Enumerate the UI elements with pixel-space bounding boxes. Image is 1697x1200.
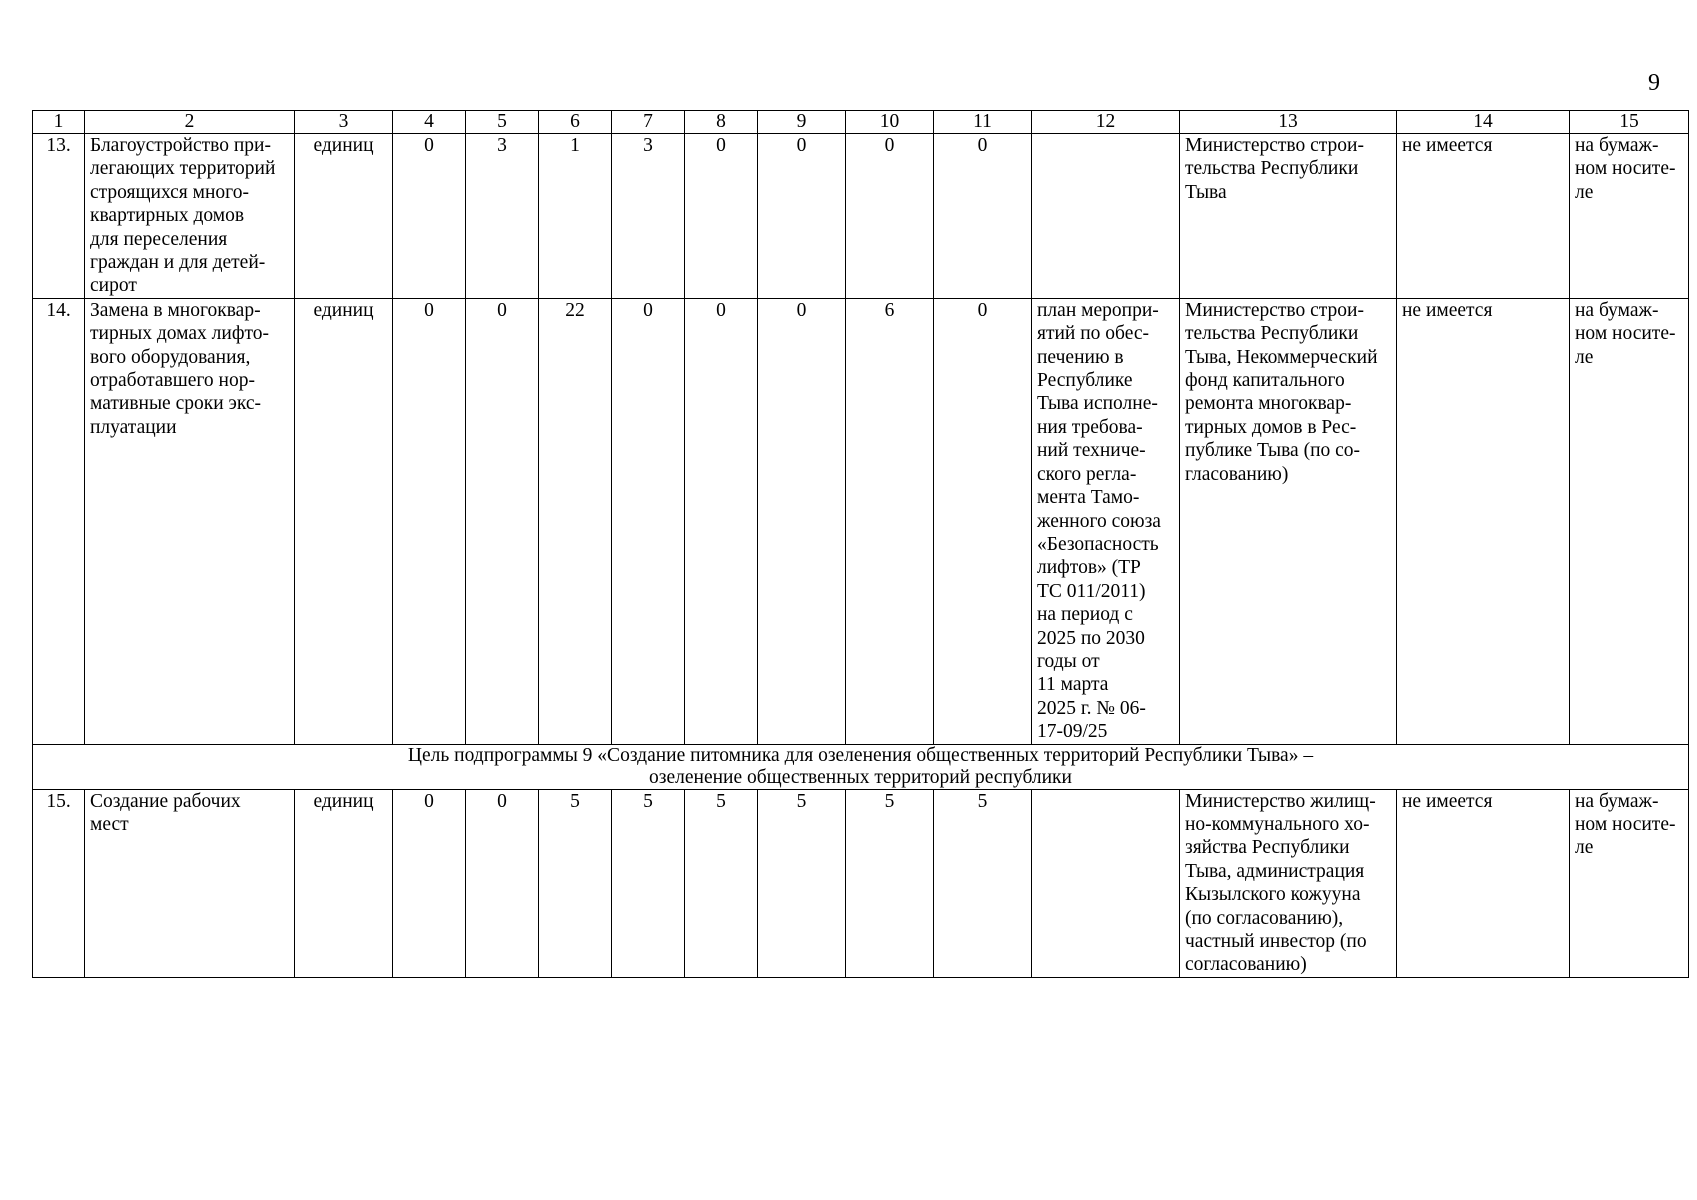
unit-cell: единиц bbox=[295, 298, 393, 744]
text-line: лифтов» (ТР bbox=[1037, 557, 1141, 579]
value-cell: 0 bbox=[758, 298, 846, 744]
text-line: ном носите- bbox=[1575, 323, 1676, 345]
responsible-cell bbox=[1180, 298, 1397, 744]
text-line: ремонта многоквар- bbox=[1185, 393, 1352, 415]
header-row bbox=[33, 111, 1689, 134]
text-line: на период с bbox=[1037, 604, 1133, 626]
text-line: план меропри- bbox=[1037, 299, 1159, 321]
value-cell: 0 bbox=[934, 298, 1032, 744]
value-cell: 0 bbox=[758, 134, 846, 299]
text-line: плуатации bbox=[90, 416, 177, 438]
indicator-name bbox=[85, 298, 295, 744]
medium-cell bbox=[1570, 789, 1689, 977]
text-line: граждан и для детей- bbox=[90, 252, 266, 274]
header-cell: 12 bbox=[1032, 111, 1180, 134]
header-cell: 7 bbox=[612, 111, 685, 134]
value-cell: 5 bbox=[539, 789, 612, 977]
text-line: Министерство строи- bbox=[1185, 299, 1364, 321]
text-line: женного союза bbox=[1037, 510, 1161, 532]
value-cell: 1 bbox=[539, 134, 612, 299]
text-line: на бумаж- bbox=[1575, 790, 1659, 812]
text-line: Благоустройство при- bbox=[90, 135, 271, 156]
document-cell bbox=[1032, 789, 1180, 977]
text-line: ского регла- bbox=[1037, 463, 1137, 485]
text-line: легающих территорий bbox=[90, 158, 276, 180]
indicators-table bbox=[32, 110, 1689, 978]
text-line: ле bbox=[1575, 346, 1594, 368]
system-cell: не имеется bbox=[1397, 789, 1570, 977]
value-cell: 0 bbox=[393, 789, 466, 977]
text-line: Кызылского кожууна bbox=[1185, 884, 1361, 906]
text-line: Министерство жилищ- bbox=[1185, 790, 1376, 812]
text-line: фонд капитального bbox=[1185, 370, 1345, 392]
header-cell: 10 bbox=[846, 111, 934, 134]
value-cell: 5 bbox=[846, 789, 934, 977]
value-cell: 5 bbox=[685, 789, 758, 977]
text-line: ния требова- bbox=[1037, 416, 1143, 438]
value-cell: 0 bbox=[685, 298, 758, 744]
value-cell: 0 bbox=[393, 134, 466, 299]
value-cell: 0 bbox=[612, 298, 685, 744]
text-line: мест bbox=[90, 813, 129, 835]
text-line: Замена в многоквар- bbox=[90, 299, 261, 321]
header-cell: 3 bbox=[295, 111, 393, 134]
text-line: согласованию) bbox=[1185, 954, 1307, 976]
text-line: частный инвестор (по bbox=[1185, 931, 1367, 952]
header-cell: 2 bbox=[85, 111, 295, 134]
text-line: Создание рабочих bbox=[90, 790, 241, 812]
text-line: тирных домах лифто- bbox=[90, 323, 269, 345]
text-line: печению в bbox=[1037, 346, 1124, 368]
indicator-name bbox=[85, 789, 295, 977]
text-line: Республике bbox=[1037, 370, 1133, 392]
table-row bbox=[33, 789, 1689, 977]
value-cell: 0 bbox=[846, 134, 934, 299]
text-line: ле bbox=[1575, 181, 1594, 203]
responsible-cell bbox=[1180, 789, 1397, 977]
text-line: строящихся много- bbox=[90, 181, 249, 203]
value-cell: 0 bbox=[934, 134, 1032, 299]
text-line: Тыва, администрация bbox=[1185, 860, 1365, 882]
value-cell: 6 bbox=[846, 298, 934, 744]
value-cell: 5 bbox=[934, 789, 1032, 977]
text-line: для переселения bbox=[90, 228, 228, 250]
document-cell bbox=[1032, 134, 1180, 299]
goal-line: Цель подпрограммы 9 «Создание питомника для озеленения общественных территорий Республики Тыва» – bbox=[407, 744, 1314, 766]
text-line: ятий по обес- bbox=[1037, 323, 1150, 345]
text-line: 2025 по 2030 bbox=[1037, 627, 1145, 649]
text-line: Тыва исполне- bbox=[1037, 393, 1158, 415]
header-cell: 11 bbox=[934, 111, 1032, 134]
medium-cell bbox=[1570, 298, 1689, 744]
text-line: вого оборудования, bbox=[90, 346, 251, 368]
text-line: ле bbox=[1575, 837, 1594, 859]
header-cell: 15 bbox=[1570, 111, 1689, 134]
text-line: Тыва bbox=[1185, 181, 1227, 203]
row-number: 15. bbox=[33, 789, 85, 977]
text-line: годы от bbox=[1037, 650, 1100, 672]
value-cell: 0 bbox=[393, 298, 466, 744]
text-line: Тыва, Некоммерческий bbox=[1185, 346, 1378, 368]
header-cell: 8 bbox=[685, 111, 758, 134]
table-row bbox=[33, 298, 1689, 744]
unit-cell: единиц bbox=[295, 789, 393, 977]
text-line: квартирных домов bbox=[90, 205, 245, 227]
table-row bbox=[33, 134, 1689, 299]
value-cell: 0 bbox=[466, 298, 539, 744]
page-number: 9 bbox=[1648, 70, 1660, 96]
medium-cell bbox=[1570, 134, 1689, 299]
row-number: 14. bbox=[33, 298, 85, 744]
header-cell: 1 bbox=[33, 111, 85, 134]
text-line: ном носите- bbox=[1575, 813, 1676, 835]
text-line: публике Тыва (по со- bbox=[1185, 440, 1361, 462]
header-cell: 13 bbox=[1180, 111, 1397, 134]
responsible-cell bbox=[1180, 134, 1397, 299]
goal-cell bbox=[33, 744, 1689, 789]
header-cell: 5 bbox=[466, 111, 539, 134]
text-line: гласованию) bbox=[1185, 463, 1289, 485]
text-line: но-коммунального хо- bbox=[1185, 813, 1370, 835]
header-cell: 9 bbox=[758, 111, 846, 134]
system-cell: не имеется bbox=[1397, 298, 1570, 744]
text-line: сирот bbox=[90, 275, 137, 297]
document-cell bbox=[1032, 298, 1180, 744]
text-line: тельства Республики bbox=[1185, 323, 1359, 345]
header-cell: 14 bbox=[1397, 111, 1570, 134]
indicator-name bbox=[85, 134, 295, 299]
text-line: ний техниче- bbox=[1037, 440, 1146, 462]
header-cell: 6 bbox=[539, 111, 612, 134]
text-line: 2025 г. № 06- bbox=[1037, 697, 1146, 719]
row-number: 13. bbox=[33, 134, 85, 299]
value-cell: 5 bbox=[758, 789, 846, 977]
text-line: ТС 011/2011) bbox=[1037, 580, 1146, 602]
text-line: тельства Республики bbox=[1185, 158, 1359, 180]
value-cell: 3 bbox=[466, 134, 539, 299]
text-line: 17-09/25 bbox=[1037, 721, 1108, 743]
text-line: Министерство строи- bbox=[1185, 135, 1364, 156]
value-cell: 0 bbox=[685, 134, 758, 299]
text-line: тирных домов в Рес- bbox=[1185, 416, 1357, 438]
text-line: зяйства Республики bbox=[1185, 837, 1350, 859]
value-cell: 5 bbox=[612, 789, 685, 977]
text-line: «Безопасность bbox=[1037, 533, 1159, 555]
text-line: отработавшего нор- bbox=[90, 370, 255, 392]
text-line: на бумаж- bbox=[1575, 299, 1659, 321]
goal-line: озеленение общественных территорий республики bbox=[649, 766, 1072, 788]
text-line: ном носите- bbox=[1575, 158, 1676, 180]
text-line: (по согласованию), bbox=[1185, 907, 1344, 929]
text-line: мента Тамо- bbox=[1037, 487, 1140, 509]
text-line: 11 марта bbox=[1037, 674, 1109, 696]
value-cell: 22 bbox=[539, 298, 612, 744]
unit-cell: единиц bbox=[295, 134, 393, 299]
text-line: на бумаж- bbox=[1575, 135, 1659, 156]
text-line: мативные сроки экс- bbox=[90, 393, 262, 415]
value-cell: 3 bbox=[612, 134, 685, 299]
header-cell: 4 bbox=[393, 111, 466, 134]
value-cell: 0 bbox=[466, 789, 539, 977]
system-cell: не имеется bbox=[1397, 134, 1570, 299]
goal-row bbox=[33, 744, 1689, 789]
